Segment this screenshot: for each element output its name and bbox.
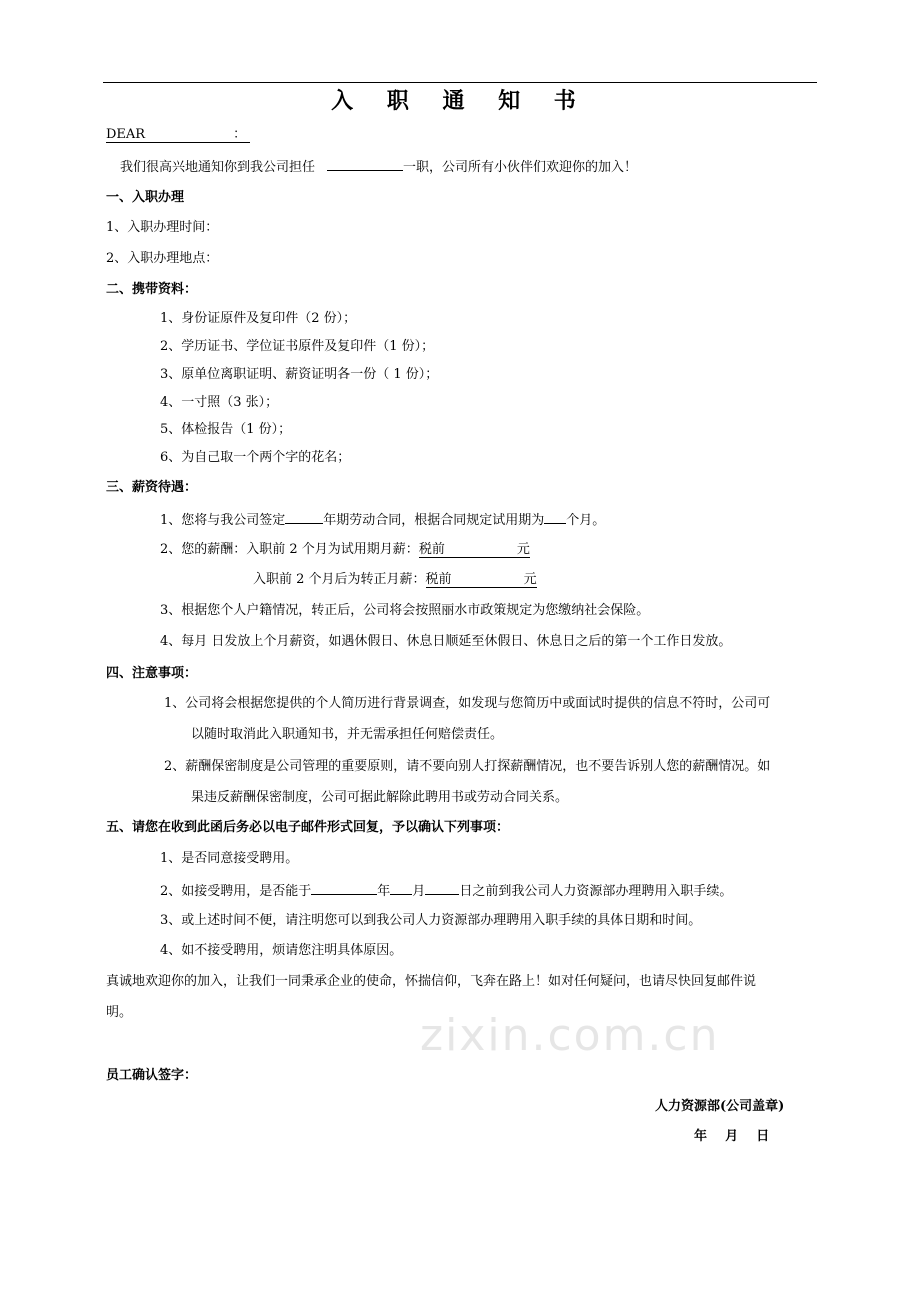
list-item: 3、根据您个人户籍情况，转正后，公司将会按照丽水市政策规定为您缴纳社会保险。 [160,603,650,618]
list-item: 2、薪酬保密制度是公司管理的重要原则，请不要向别人打探薪酬情况，也不要告诉别人您的薪酬情况。如 [164,759,771,774]
section-2-heading: 二、携带资料： [106,282,198,297]
list-item: 1、公司将会根据您提供的个人简历进行背景调查，如发现与您简历中或面试时提供的信息不符时，公司可 [164,696,771,711]
greeting-label: DEAR [106,127,146,142]
list-item-continued: 以随时取消此入职通知书，并无需承担任何赔偿责任。 [191,727,504,742]
list-item: 1、身份证原件及复印件（2 份）； [160,311,357,326]
watermark: zixin.com.cn [420,1010,720,1061]
month-blank [390,881,412,895]
list-item: 6、为自己取一个两个字的花名； [160,450,351,465]
list-item: 5、体检报告（1 份）； [160,422,292,437]
list-item: 3、原单位离职证明、薪资证明各一份（ 1 份）； [160,367,439,382]
list-item: 2、学历证书、学位证书原件及复印件（1 份）； [160,339,435,354]
list-item-continued: 果违反薪酬保密制度，公司可据此解除此聘用书或劳动合同关系。 [191,790,569,805]
signature-date: 年 月 日 [694,1129,770,1144]
list-item: 4、如不接受聘用，烦请您注明具体原因。 [160,943,403,958]
day-blank [425,881,459,895]
greeting-line [106,126,250,144]
section-4-heading: 四、注意事项： [106,666,198,681]
join-date-line: 2、如接受聘用，是否能于 年 月 日之前到我公司人力资源部办理聘用入职手续。 [160,881,732,901]
list-item: 4、每月 日发放上个月薪资，如遇休假日、休息日顺延至休假日、休息日之后的第一个工作日发放。 [160,634,732,649]
probation-salary-field: 税前 元 [418,542,530,557]
regular-salary-line: 入职前 2 个月后为转正月薪：税前 元 [253,572,537,587]
contract-years-blank [285,510,323,524]
hr-department-stamp-label: 人力资源部(公司盖章) [655,1099,785,1114]
section-1-heading: 一、入职办理 [106,190,185,205]
document-title: 入 职 通 知 书 [331,88,589,114]
list-item: 4、一寸照（3 张）； [160,395,279,410]
greeting-colon: ： [233,127,247,142]
intro-line: 我们很高兴地通知你到我公司担任 一职，公司所有小伙伴们欢迎你的加入！ [120,157,637,177]
list-item: 1、是否同意接受聘用。 [160,851,299,866]
closing-paragraph: 真诚地欢迎你的加入，让我们一同秉承企业的使命，怀揣信仰，飞奔在路上！如对任何疑问，也请尽快回复邮件说 [106,974,757,989]
list-item: 1、入职办理时间： [106,220,219,235]
probation-months-blank [544,510,566,524]
year-blank [311,881,377,895]
list-item: 3、或上述时间不便，请注明您可以到我公司人力资源部办理聘用入职手续的具体日期和时间。 [160,913,702,928]
list-item: 2、入职办理地点： [106,251,219,266]
closing-paragraph-end: 明。 [106,1005,133,1020]
section-3-heading: 三、薪资待遇： [106,480,198,495]
salary-contract-line: 1、您将与我公司签定 年期劳动合同，根据合同规定试用期为 个月。 [160,510,605,530]
regular-salary-field: 税前 元 [425,572,537,587]
probation-salary-line: 2、您的薪酬：入职前 2 个月为试用期月薪：税前 元 [160,542,530,557]
header-rule [103,82,817,83]
employee-signature-label: 员工确认签字： [106,1068,198,1083]
position-blank [327,157,403,171]
section-5-heading: 五、请您在收到此函后务必以电子邮件形式回复，予以确认下列事项： [106,820,510,835]
